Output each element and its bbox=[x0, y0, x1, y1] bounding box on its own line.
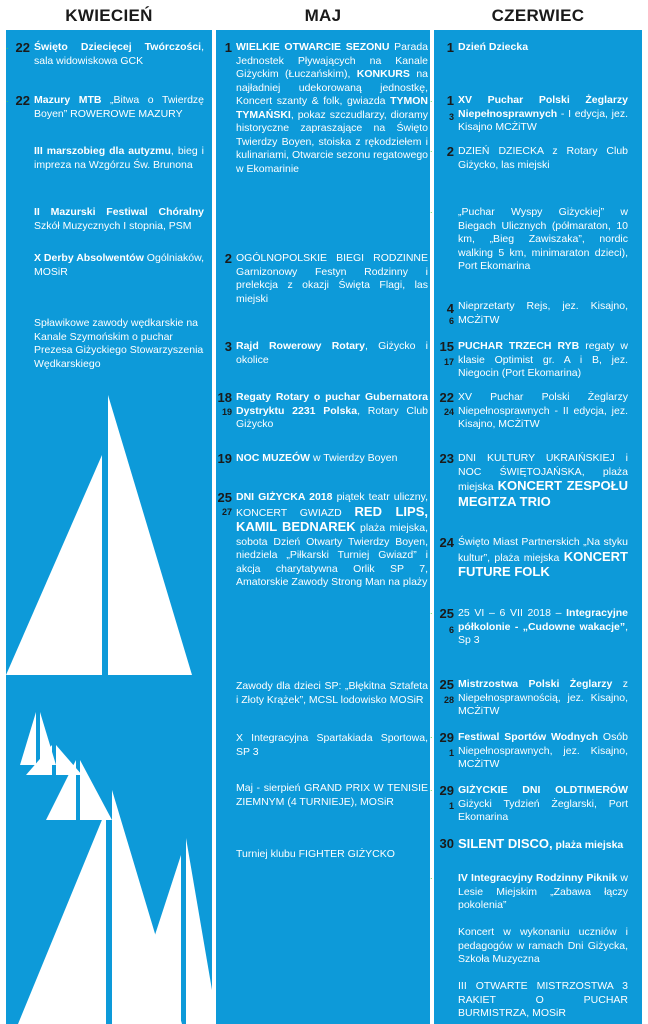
may-event bbox=[210, 340, 428, 367]
event-day: 22 bbox=[15, 93, 30, 108]
event-day-end: 1 bbox=[448, 801, 454, 811]
june-event bbox=[432, 784, 628, 825]
event-day: 3 bbox=[224, 339, 232, 354]
event-text: XV Puchar Polski Żeglarzy Niepełnosprawnych - I edycja, jez. Kisajno MCŻiTW bbox=[458, 94, 628, 133]
event-text: „Puchar Wyspy Giżyckiej” w Biegach Ulicznych (półmaraton, 10 km, „Bieg Zawiszaka”, nordic walking 5 km, minimaraton dzieci), Port Ekomarina bbox=[458, 206, 628, 272]
event-day-end: 28 bbox=[443, 695, 454, 705]
event-text: Festiwal Sportów Wodnych Osób Niepełnosprawnych, jez. Kisajno, MCŻiTW bbox=[458, 731, 628, 770]
june-event bbox=[432, 837, 628, 853]
accent-dot: . bbox=[430, 94, 433, 104]
event-text: Regaty Rotary o puchar Gubernatora Dystryktu 2231 Polska, Rotary Club Giżycko bbox=[236, 391, 428, 430]
event-day: 25 bbox=[439, 606, 454, 621]
event-text: WIELKIE OTWARCIE SEZONU Parada Jednostek Pływających na Kanale Giżyckim (Łuczańskim), KONKURS na najładniej udekorowaną jednostkę, Koncert szanty & folk, gwiazda TYMON TYMAŃSKI, pokaz szczudlarzy, dioramy historyczne zapraszające na Święto Twierdzy Boyen, stoiska z rękodziełem i kulinariami, Otwarcie sezonu regatowego w Ekomarinie bbox=[236, 41, 429, 175]
june-event bbox=[432, 980, 628, 1021]
may-event bbox=[210, 252, 428, 306]
june-event bbox=[432, 206, 628, 274]
may-event bbox=[210, 452, 428, 466]
may-event bbox=[210, 732, 428, 759]
event-text: X Derby Absolwentów Ogólniaków, MOSiR bbox=[34, 252, 205, 278]
may-event bbox=[210, 680, 428, 707]
event-day: 19 bbox=[217, 451, 232, 466]
event-text: DNI GIŻYCKA 2018 piątek teatr uliczny, KONCERT GWIAZD RED LIPS, KAMIL BEDNAREK plaża miejska, sobota Dzień Otwarty Twierdzy Boyen, niedziela „Piłkarski Turniej Gwiazd” i akcja charytatywna Orlik SP 7, Amatorskie Zawody Strong Man na plaży bbox=[236, 491, 429, 588]
may-event bbox=[210, 782, 428, 809]
april-event bbox=[8, 317, 204, 371]
june-event bbox=[432, 145, 628, 172]
june-event bbox=[432, 872, 628, 913]
event-day-end: 3 bbox=[448, 112, 454, 122]
event-day: 25 bbox=[439, 677, 454, 692]
event-text: NOC MUZEÓW w Twierdzy Boyen bbox=[236, 452, 398, 464]
month-april-title: KWIECIEŃ bbox=[65, 6, 153, 25]
calendar-header bbox=[0, 0, 648, 30]
may-event bbox=[210, 491, 428, 590]
accent-dot: . bbox=[6, 41, 9, 51]
june-event bbox=[432, 536, 628, 581]
event-text: DZIEŃ DZIECKA z Rotary Club Giżycko, las miejski bbox=[458, 145, 628, 171]
accent-dot: . bbox=[6, 94, 9, 104]
month-june-title: CZERWIEC bbox=[491, 6, 585, 25]
event-text: Koncert w wykonaniu uczniów i pedagogów w ramach Dni Giżycka, Szkoła Muzyczna bbox=[458, 926, 628, 965]
april-event bbox=[8, 145, 204, 172]
event-text: Dzień Dziecka bbox=[458, 41, 529, 53]
event-text: Mazury MTB „Bitwa o Twierdzę Boyen” ROWEROWE MAZURY bbox=[34, 94, 204, 120]
event-text: II Mazurski Festiwal Chóralny Szkół Muzycznych I stopnia, PSM bbox=[34, 206, 204, 232]
event-day: 1 bbox=[446, 40, 454, 55]
event-day-end: 6 bbox=[448, 625, 454, 635]
accent-dot: . bbox=[430, 730, 433, 740]
event-day-end: 1 bbox=[448, 748, 454, 758]
june-event bbox=[432, 340, 628, 381]
accent-dot: . bbox=[430, 606, 433, 616]
sailboat-illustration bbox=[6, 30, 212, 1024]
june-event bbox=[432, 41, 628, 55]
accent-dot: . bbox=[430, 205, 433, 215]
event-text: DNI KULTURY UKRAIŃSKIEJ i NOC ŚWIĘTOJAŃSKA, plaża miejska KONCERT ZESPOŁU MEGITZA TRIO bbox=[458, 452, 628, 509]
event-day-end: 24 bbox=[443, 407, 454, 417]
event-text: Turniej klubu FIGHTER GIŻYCKO bbox=[236, 848, 395, 860]
april-event bbox=[8, 94, 204, 121]
event-day: 15 bbox=[439, 339, 454, 354]
may-event bbox=[210, 848, 428, 862]
event-text: PUCHAR TRZECH RYB regaty w klasie Optimist gr. A i B, jez. Niegocin (Port Ekomarina) bbox=[458, 340, 628, 379]
event-day: 22 bbox=[439, 390, 454, 405]
june-event bbox=[432, 300, 628, 327]
event-day: 2 bbox=[446, 144, 454, 159]
event-day-end: 19 bbox=[221, 407, 232, 417]
event-day: 18 bbox=[217, 390, 232, 405]
june-event bbox=[432, 926, 628, 967]
event-day: 2 bbox=[224, 251, 232, 266]
accent-dot: . bbox=[430, 144, 433, 154]
event-text: Nieprzetarty Rejs, jez. Kisajno, MCŻiTW bbox=[458, 300, 628, 326]
event-text: X Integracyjna Spartakiada Sportowa, SP 3 bbox=[236, 732, 428, 758]
event-text: Spławikowe zawody wędkarskie na Kanale Szymońskim o puchar Prezesa Giżyckiego Stowarzyszenia Wędkarskiego bbox=[34, 317, 204, 370]
event-day: 23 bbox=[439, 451, 454, 466]
event-text: Święto Miast Partnerskich „Na styku kultur”, plaża miejska KONCERT FUTURE FOLK bbox=[458, 536, 628, 579]
may-event bbox=[210, 391, 428, 432]
event-text: 25 VI – 6 VII 2018 – Integracyjne półkolonie - „Cudowne wakacje”, Sp 3 bbox=[458, 607, 628, 646]
event-text: Święto Dziecięcej Twórczości, sala widowiskowa GCK bbox=[34, 41, 204, 67]
april-column bbox=[6, 30, 212, 1024]
accent-dot: . bbox=[430, 783, 433, 793]
event-day: 1 bbox=[224, 40, 232, 55]
event-day: 1 bbox=[446, 93, 454, 108]
event-text: Maj - sierpień GRAND PRIX W TENISIE ZIEMNYM (4 TURNIEJE), MOSiR bbox=[236, 782, 428, 808]
june-event bbox=[432, 391, 628, 432]
june-event bbox=[432, 94, 628, 135]
may-event bbox=[210, 41, 428, 176]
event-text: Rajd Rowerowy Rotary, Giżycko i okolice bbox=[236, 340, 428, 366]
event-day: 22 bbox=[15, 40, 30, 55]
event-day-end: 17 bbox=[443, 357, 454, 367]
accent-dot: . bbox=[430, 871, 433, 881]
june-event bbox=[432, 607, 628, 648]
event-text: Mistrzostwa Polski Żeglarzy z Niepełnosprawnością, jez. Kisajno, MCŻiTW bbox=[458, 678, 628, 717]
event-day-end: 6 bbox=[448, 316, 454, 326]
event-text: SILENT DISCO, plaża miejska bbox=[458, 836, 624, 851]
april-event bbox=[8, 206, 204, 233]
event-day: 24 bbox=[439, 535, 454, 550]
event-text: OGÓLNOPOLSKIE BIEGI RODZINNE Garnizonowy Festyn Rodzinny i prelekcja z okazji Święta Flagi, las miejski bbox=[236, 252, 428, 305]
event-day: 29 bbox=[439, 730, 454, 745]
june-event bbox=[432, 452, 628, 510]
june-event bbox=[432, 731, 628, 772]
month-may-title: MAJ bbox=[304, 6, 342, 25]
event-day: 25 bbox=[217, 490, 232, 505]
event-day: 29 bbox=[439, 783, 454, 798]
event-day: 4 bbox=[446, 301, 454, 316]
june-event bbox=[432, 678, 628, 719]
event-text: III OTWARTE MISTRZOSTWA 3 RAKIET O PUCHAR BURMISTRZA, MOSiR bbox=[458, 980, 628, 1019]
event-text: XV Puchar Polski Żeglarzy Niepełnosprawnych - II edycja, jez. Kisajno, MCŻiTW bbox=[458, 391, 628, 430]
event-text: III marszobieg dla autyzmu, bieg i impreza na Wzgórzu Św. Brunona bbox=[34, 145, 205, 171]
april-event bbox=[8, 252, 204, 279]
event-text: GIŻYCKIE DNI OLDTIMERÓW Giżycki Tydzień Żeglarski, Port Ekomarina bbox=[458, 784, 628, 823]
event-text: IV Integracyjny Rodzinny Piknik w Lesie Miejskim „Zabawa łączy pokolenia” bbox=[458, 872, 628, 911]
event-text: Zawody dla dzieci SP: „Błękitna Sztafeta i Złoty Krążek”, MCSL lodowisko MOSiR bbox=[236, 680, 428, 706]
event-day: 30 bbox=[439, 836, 454, 851]
event-day-end: 27 bbox=[221, 507, 232, 517]
april-event bbox=[8, 41, 204, 68]
